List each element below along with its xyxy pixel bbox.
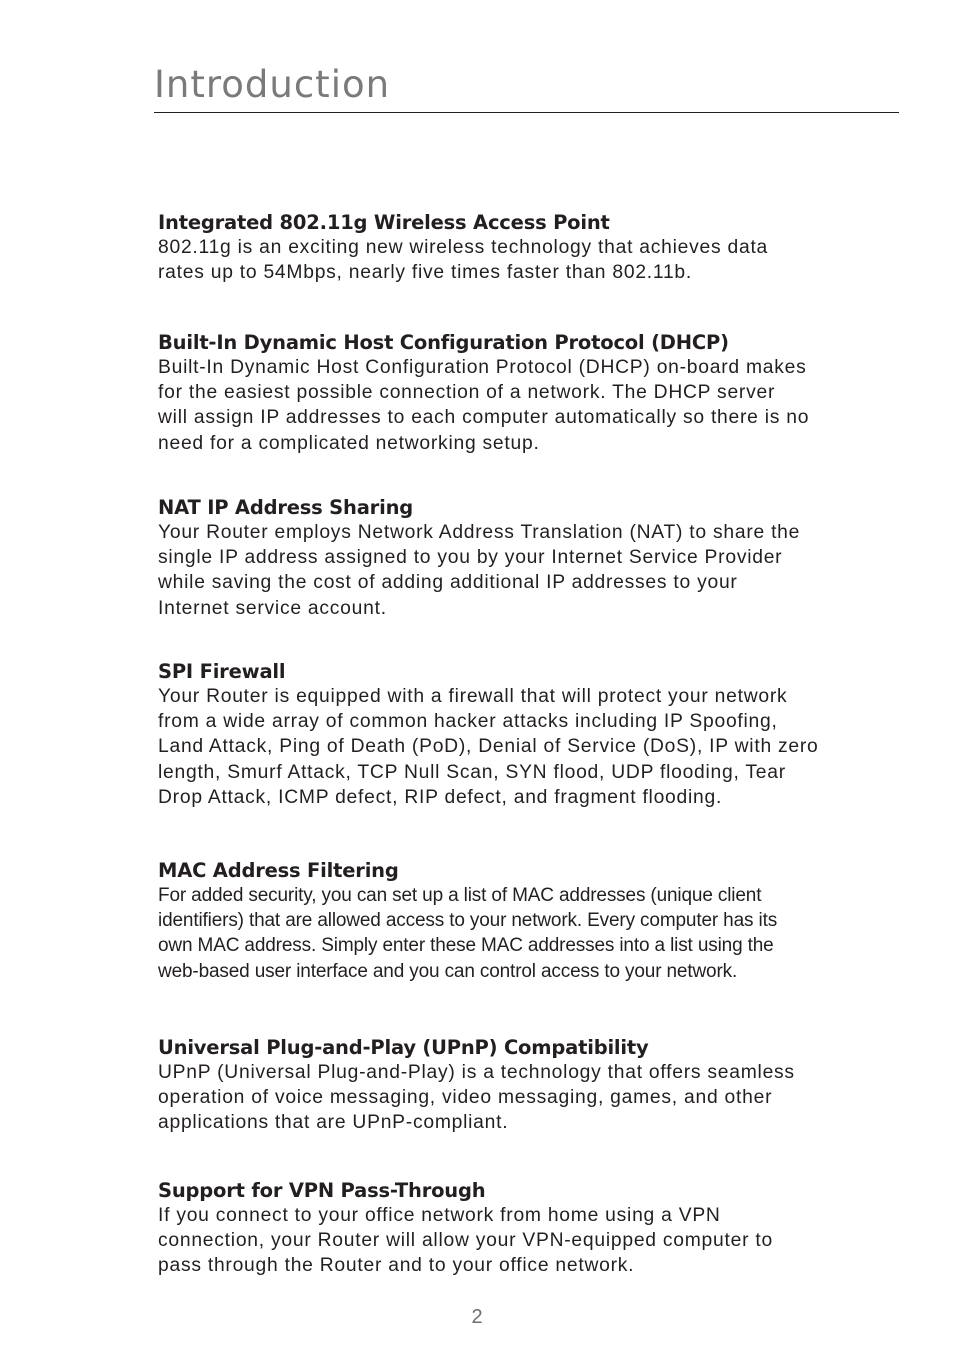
body-line: single IP address assigned to you by your Internet Service Provider	[158, 547, 783, 569]
section-heading: NAT IP Address Sharing	[158, 496, 414, 519]
body-line: connection, your Router will allow your VPN-equipped computer to	[158, 1230, 773, 1252]
section-nat	[158, 495, 878, 621]
header-divider	[154, 112, 899, 113]
section-body	[158, 355, 878, 456]
section-spi-firewall	[158, 659, 878, 810]
section-upnp	[158, 1035, 878, 1136]
page-title: Introduction	[154, 63, 391, 106]
body-line: operation of voice messaging, video messaging, games, and other	[158, 1087, 773, 1109]
body-line: will assign IP addresses to each computer automatically so there is no	[158, 407, 810, 429]
body-line: pass through the Router and to your office network.	[158, 1255, 635, 1277]
body-line: length, Smurf Attack, TCP Null Scan, SYN flood, UDP flooding, Tear	[158, 761, 786, 783]
section-wireless-access-point	[158, 210, 878, 285]
body-line: Built-In Dynamic Host Configuration Protocol (DHCP) on-board makes	[158, 357, 807, 378]
section-body	[158, 684, 878, 810]
section-dhcp	[158, 330, 878, 456]
page-number: 2	[471, 1306, 483, 1328]
body-line: Internet service account.	[158, 597, 387, 619]
body-line: own MAC address. Simply enter these MAC addresses into a list using the	[158, 935, 774, 957]
body-line: Drop Attack, ICMP defect, RIP defect, and fragment flooding.	[158, 786, 723, 808]
section-body	[158, 520, 878, 621]
section-body	[158, 235, 878, 285]
body-line: rates up to 54Mbps, nearly five times faster than 802.11b.	[158, 262, 693, 284]
section-vpn-pass-through	[158, 1178, 878, 1279]
body-line: for the easiest possible connection of a network. The DHCP server	[158, 382, 776, 404]
body-line: identifiers) that are allowed access to your network. Every computer has its	[158, 910, 778, 932]
body-line: 802.11g is an exciting new wireless technology that achieves data	[158, 237, 769, 258]
section-heading: Built-In Dynamic Host Configuration Protocol (DHCP)	[158, 331, 729, 354]
section-heading: MAC Address Filtering	[158, 859, 399, 882]
body-line: while saving the cost of adding additional IP addresses to your	[158, 572, 738, 594]
section-body	[158, 1060, 878, 1136]
section-heading: Support for VPN Pass-Through	[158, 1179, 486, 1202]
section-body	[158, 1203, 878, 1279]
body-line: For added security, you can set up a list of MAC addresses (unique client	[158, 885, 762, 906]
section-heading: Integrated 802.11g Wireless Access Point	[158, 211, 610, 234]
section-heading: SPI Firewall	[158, 660, 286, 683]
body-line: Land Attack, Ping of Death (PoD), Denial of Service (DoS), IP with zero	[158, 736, 819, 758]
page-header	[154, 58, 899, 112]
body-line: Your Router is equipped with a firewall that will protect your network	[158, 686, 788, 707]
body-line: applications that are UPnP-compliant.	[158, 1112, 509, 1134]
body-line: Your Router employs Network Address Translation (NAT) to share the	[158, 522, 801, 543]
body-line: need for a complicated networking setup.	[158, 432, 540, 454]
section-mac-filtering	[158, 858, 878, 984]
body-line: from a wide array of common hacker attacks including IP Spoofing,	[158, 711, 778, 733]
body-line: If you connect to your office network from home using a VPN	[158, 1205, 721, 1226]
body-line: UPnP (Universal Plug-and-Play) is a technology that offers seamless	[158, 1062, 795, 1083]
section-body	[158, 883, 878, 984]
body-line: web-based user interface and you can control access to your network.	[158, 960, 738, 982]
section-heading: Universal Plug-and-Play (UPnP) Compatibility	[158, 1036, 649, 1059]
